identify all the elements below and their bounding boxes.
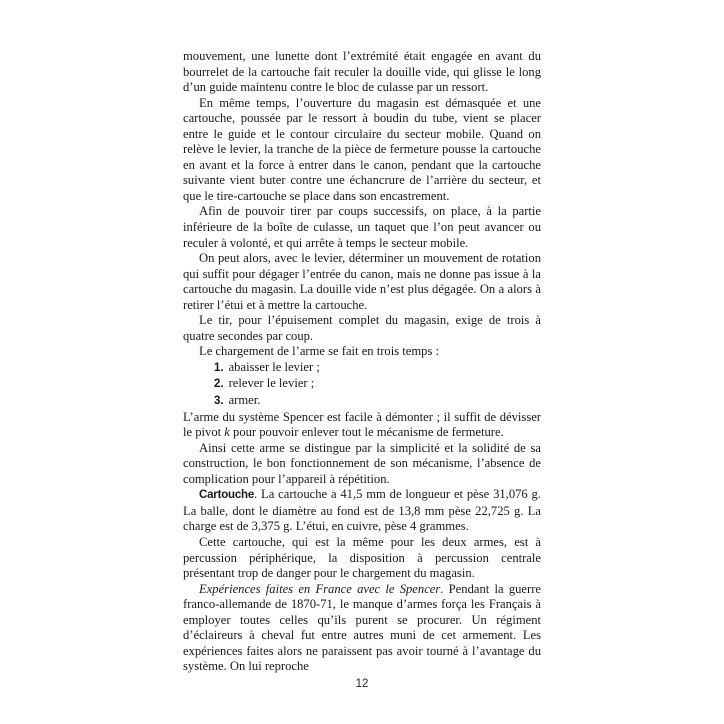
paragraph-6: Le chargement de l’arme se fait en trois temps : — [199, 344, 440, 359]
paragraph-5: Le tir, pour l’épuisement complet du magasin, exige de trois à quatre secondes par coup. — [183, 313, 541, 343]
list-item-text: relever le levier ; — [228, 376, 315, 391]
list-item — [183, 360, 541, 377]
paragraph-7-text-b: pour pouvoir enlever tout le mécanisme de fermeture. — [229, 425, 504, 440]
paragraph-1: mouvement, une lunette dont l’extrémité était engagée en avant du bourrelet de la cartouche fait reculer la douille vide, qui glisse le long d’un guide maintenu contre le bloc de culasse par un ressort. — [183, 49, 541, 95]
italic-subheading: Expériences faites en France avec le Spencer — [199, 581, 441, 596]
paragraph-7 — [183, 410, 541, 441]
loading-steps-list — [183, 360, 541, 410]
paragraph-8: Ainsi cette arme se distingue par la simplicité et la solidité de sa construction, le bon fonctionnement de son mécanisme, l’absence de complication pour l’appareil à répétition. — [183, 440, 541, 486]
section-runin-heading: Cartouche — [199, 489, 255, 502]
paragraph-4: On peut alors, avec le levier, déterminer un mouvement de rotation qui suffit pour dégager l’entrée du canon, mais ne donne pas issue à la cartouche du magasin. La douille vide n’est plus dégagée. On a alors à retirer l’étui et à mettre la cartouche. — [183, 251, 541, 312]
paragraph-11-text: . Pendant la guerre franco-allemande de 1870-71, le manque d’armes força les Français à employer toutes celles qu’ils purent se procurer. Un régiment d’éclaireurs à cheval fut entre autres muni de cet armement. Les expériences faites alors ne paraissent pas avoir tourné à l’avantage du système. On lui reproche — [183, 581, 541, 674]
paragraph-9-text: . La cartouche a 41,5 mm de longueur et pèse 31,076 g. La balle, dont le diamètre au fond est de 13,8 mm pèse 22,725 g. La charge est de 3,375 g. L’étui, en cuivre, pèse 4 grammes. — [183, 487, 541, 534]
pivot-letter: k — [224, 425, 230, 440]
paragraph-10: Cette cartouche, qui est la même pour les deux armes, est à percussion périphérique, la disposition à percussion centrale présentant trop de danger pour le chargement du magasin. — [183, 534, 541, 581]
paragraph-2: En même temps, l’ouverture du magasin est démasquée et une cartouche, poussée par le ressort à boudin du tube, vient se placer entre le guide et le contour circulaire du secteur mobile. Quand on relève le levier, la tranche de la pièce de fermeture pousse la cartouche en avant et la force à entrer dans le canon, pendant que la cartouche suivante vient buter contre une échancrure de l’arrière du secteur, et que le tire-cartouche se place dans son encastrement. — [183, 95, 541, 203]
list-item — [183, 393, 541, 410]
list-item-number: 1. — [214, 361, 224, 374]
list-item — [183, 376, 541, 393]
page-number: 12 — [355, 678, 369, 690]
paragraph-3: Afin de pouvoir tirer par coups successifs, on place, à la partie inférieure de la boîte de culasse, un taquet que l’on peut avancer ou reculer à volonté, et qui arrête à temps le secteur mobile. — [183, 204, 541, 250]
paragraph-9 — [183, 487, 541, 535]
list-item-number: 3. — [214, 395, 224, 408]
list-item-number: 2. — [214, 378, 224, 391]
page-body — [183, 49, 541, 675]
list-item-text: abaisser le levier ; — [228, 359, 320, 374]
paragraph-11 — [183, 582, 541, 675]
list-item-text: armer. — [228, 393, 261, 408]
paragraph-7-text-a: L’arme du système Spencer est facile à démonter ; il suffit de dévisser le pivot — [183, 409, 541, 440]
